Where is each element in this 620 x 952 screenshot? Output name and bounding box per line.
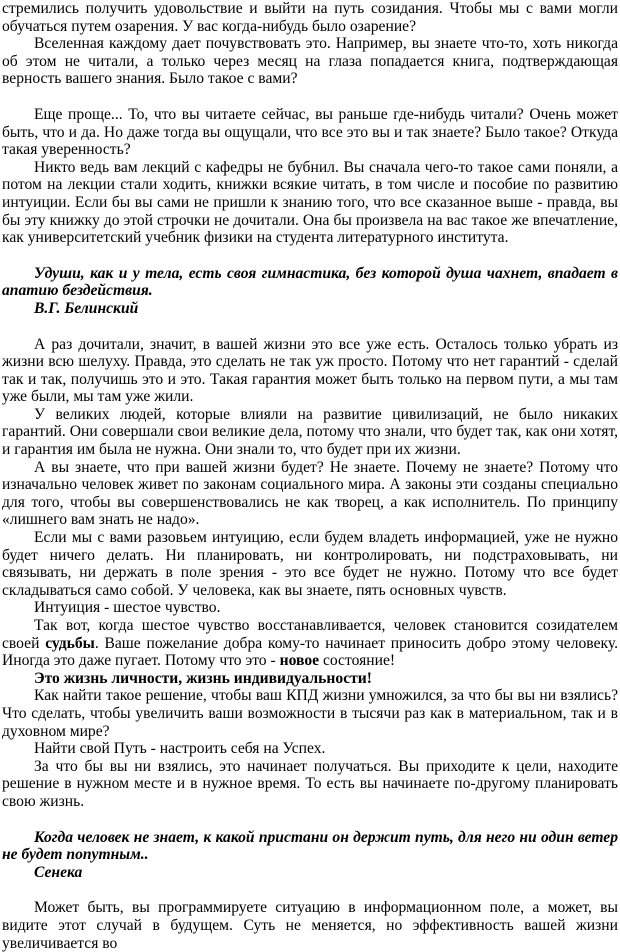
- paragraph: Может быть, вы программируете ситуацию в информационном поле, а может, вы видите этот случай в будущем. Суть не меняется, но эффективность вашей жизни увеличивается во: [2, 899, 618, 952]
- paragraph: За что бы вы ни взялись, это начинает получаться. Вы приходите к цели, находите решение в нужном месте и в нужное время. То есть вы начинаете по-другому планировать свою жизнь.: [2, 757, 618, 810]
- spacer: [2, 881, 618, 899]
- epigraph-quote: Когда человек не знает, к какой пристани он держит путь, для него ни один ветер не будет попутным..: [2, 828, 618, 864]
- bold-word: новое: [279, 652, 320, 670]
- text-run: состояние!: [319, 652, 396, 670]
- paragraph: У великих людей, которые влияли на развитие цивилизаций, не было никаких гарантий. Они совершали свои великие дела, потому что знали, что будет так, как они хотят, и гарантия им была не нужна. Они знали то, что будет при их жизни.: [2, 405, 618, 459]
- paragraph: А вы знаете, что при вашей жизни будет? Не знаете. Почему не знаете? Потому что изначально человек живет по законам социального мира. А законы эти созданы специально для того, чтобы вы совершенствовались не как творец, а как исполнитель. По принципу «лишнего вам знать не надо».: [2, 458, 618, 529]
- paragraph: Еще проще... То, что вы читаете сейчас, вы раньше где-нибудь читали? Очень может быть, что и да. Но даже тогда вы ощущали, что все это вы и так знаете? Было такое? Откуда такая уверенность?: [2, 105, 618, 159]
- paragraph: Интуиция - шестое чувство.: [34, 599, 221, 617]
- spacer: [2, 88, 618, 106]
- paragraph: Вселенная каждому дает почувствовать это. Например, вы знаете что-то, хоть никогда об этом не читали, а только через месяц на глаза попадается книга, подтверждающая верность вашего знания. Было такое с вами?: [2, 35, 618, 88]
- paragraph: стремились получить удовольствие и выйти на путь созидания. Чтобы мы с вами могли обучаться путем озарения. У вас когда-нибудь было озарение?: [2, 0, 618, 35]
- paragraph: [2, 617, 618, 670]
- paragraph: А раз дочитали, значит, в вашей жизни это все уже есть. Осталось только убрать из жизни всю шелуху. Правда, это сделать не так уж просто. Потому что нет гарантий - сделай так и так, получишь это и это. Такая гарантия может быть только на первом пути, а мы там уже были, мы там уже жили.: [2, 335, 618, 406]
- text-run: Так вот, когда шестое чувство восстанавливается, человек становится созидателем своей: [2, 617, 618, 652]
- bold-word: судьбы: [45, 634, 95, 652]
- spacer: [2, 318, 618, 336]
- paragraph: Как найти такое решение, чтобы ваш КПД жизни умножился, за что бы вы ни взялись? Что сделать, чтобы увеличить ваши возможности в тысячи раз как в материальном, так и в духовном мире?: [2, 687, 618, 740]
- section-heading: Это жизнь личности, жизнь индивидуальности!: [34, 669, 372, 687]
- epigraph-author: В.Г. Белинский: [34, 299, 139, 317]
- spacer: [2, 811, 618, 829]
- text-run: . Ваше пожелание добра кому-то начинает приносить добро этому человеку. Иногда это даже пугает. Потому что это -: [2, 634, 618, 670]
- paragraph: Никто ведь вам лекций с кафедры не бубнил. Вы сначала чего-то такое сами поняли, а потом на лекции стали ходить, книжки всякие читать, в том числе и пособие по развитию интуиции. Если бы вы сами не пришли к знанию того, что все сказанное выше - правда, вы бы эту книжку до этой строчки не дочитали. Она бы произвела на вас такое же впечатление, как университетский учебник физики на студента литературного института.: [2, 158, 618, 247]
- paragraph: Если мы с вами разовьем интуицию, если будем владеть информацией, уже не нужно будет ничего делать. Ни планировать, ни контролировать, ни подстраховывать, ни связывать, ни держать в поле зрения - это все будет не нужно. Потому что все будет складываться само собой. У человека, как вы знаете, пять основных чувств.: [2, 529, 618, 599]
- paragraph: Найти свой Путь - настроить себя на Успех.: [34, 740, 326, 758]
- spacer: [2, 247, 618, 265]
- epigraph-author: Сенека: [34, 863, 83, 881]
- epigraph-quote: Удуши, как и у тела, есть своя гимнастика, без которой душа чахнет, впадает в апатию бездействия.: [2, 264, 618, 300]
